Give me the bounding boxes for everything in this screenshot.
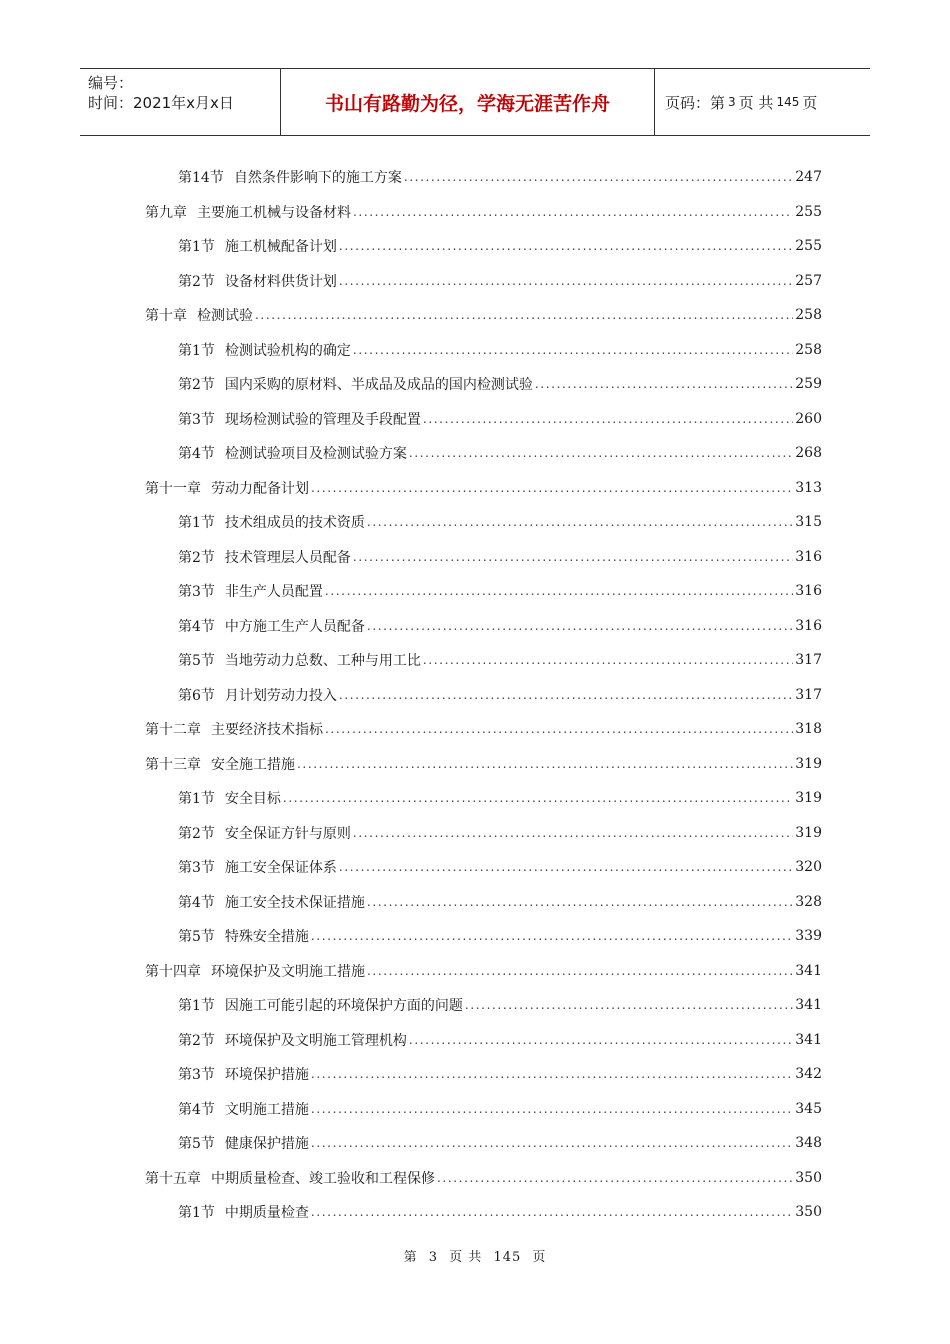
toc-entry-heading	[178, 409, 421, 429]
toc-entry-label: 第1节	[178, 342, 215, 359]
toc-entry-title: 安全施工措施	[211, 756, 295, 773]
document-time-label: 时间：2021年x月x日	[88, 94, 234, 112]
toc-entry-page: 341	[795, 997, 822, 1014]
toc-entry-page: 342	[795, 1066, 822, 1083]
toc-entry-label: 第十五章	[145, 1170, 201, 1187]
toc-entry-label: 第4节	[178, 446, 215, 463]
toc-entry-label: 第九章	[145, 204, 187, 221]
toc-section-entry[interactable]	[145, 781, 822, 816]
toc-entry-title: 现场检测试验的管理及手段配置	[224, 411, 421, 428]
toc-entry-page: 319	[795, 755, 822, 772]
toc-entry-label: 第2节	[178, 273, 215, 290]
toc-entry-heading	[178, 1133, 309, 1153]
toc-entry-title: 检测试验机构的确定	[224, 342, 351, 359]
toc-dot-leader	[311, 481, 793, 495]
toc-entry-heading	[178, 823, 351, 843]
toc-entry-heading	[178, 236, 337, 256]
toc-dot-leader	[367, 515, 793, 529]
toc-section-entry[interactable]	[145, 264, 822, 299]
toc-section-entry[interactable]	[145, 402, 822, 437]
toc-dot-leader	[353, 343, 793, 357]
toc-entry-heading	[178, 857, 337, 877]
toc-entry-page: 257	[795, 272, 822, 289]
toc-entry-page: 320	[795, 859, 822, 876]
toc-entry-page: 313	[795, 479, 822, 496]
toc-entry-page: 318	[795, 721, 822, 738]
toc-entry-page: 268	[795, 445, 822, 462]
toc-entry-label: 第1节	[178, 998, 215, 1015]
toc-entry-title: 劳动力配备计划	[211, 480, 309, 497]
toc-dot-leader	[311, 1205, 793, 1219]
footer-current-page: 3	[428, 1250, 439, 1265]
toc-entry-heading	[145, 1168, 435, 1188]
footer-suffix: 页	[532, 1250, 547, 1265]
toc-entry-title: 设备材料供货计划	[224, 273, 337, 290]
header-page-total: 145	[776, 95, 800, 109]
toc-section-entry[interactable]	[145, 816, 822, 851]
toc-entry-heading	[145, 202, 351, 222]
toc-entry-title: 因施工可能引起的环境保护方面的问题	[224, 998, 463, 1015]
toc-chapter-entry[interactable]	[145, 298, 822, 333]
toc-entry-heading	[178, 616, 365, 636]
toc-section-entry[interactable]	[145, 1126, 822, 1161]
toc-dot-leader	[423, 653, 793, 667]
toc-entry-heading	[178, 167, 402, 187]
toc-dot-leader	[465, 998, 793, 1012]
toc-entry-page: 350	[795, 1169, 822, 1186]
toc-entry-label: 第1节	[178, 515, 215, 532]
toc-chapter-entry[interactable]	[145, 1161, 822, 1196]
toc-dot-leader	[339, 688, 793, 702]
toc-entry-label: 第2节	[178, 1032, 215, 1049]
toc-dot-leader	[297, 757, 793, 771]
toc-section-entry[interactable]	[145, 367, 822, 402]
toc-entry-label: 第4节	[178, 618, 215, 635]
toc-entry-page: 259	[795, 376, 822, 393]
toc-entry-page: 319	[795, 790, 822, 807]
toc-dot-leader	[353, 205, 793, 219]
toc-chapter-entry[interactable]	[145, 712, 822, 747]
header-page-indicator	[655, 69, 870, 135]
toc-entry-title: 检测试验项目及检测试验方案	[224, 446, 407, 463]
header-meta	[80, 69, 281, 135]
toc-chapter-entry[interactable]	[145, 195, 822, 230]
toc-dot-leader	[353, 550, 793, 564]
toc-entry-title: 技术组成员的技术资质	[224, 515, 365, 532]
document-number-label: 编号：	[88, 74, 134, 92]
toc-entry-label: 第3节	[178, 1067, 215, 1084]
toc-entry-heading	[178, 995, 463, 1015]
toc-section-entry[interactable]	[145, 574, 822, 609]
toc-dot-leader	[325, 584, 793, 598]
toc-entry-title: 特殊安全措施	[224, 929, 309, 946]
toc-dot-leader	[367, 964, 793, 978]
header-page-prefix: 页码：第	[665, 93, 726, 112]
toc-section-entry[interactable]	[145, 643, 822, 678]
toc-entry-heading	[178, 547, 351, 567]
toc-entry-title: 文明施工措施	[224, 1101, 309, 1118]
toc-section-entry[interactable]	[145, 988, 822, 1023]
toc-entry-page: 316	[795, 583, 822, 600]
header-page-mid: 页 共	[738, 93, 774, 112]
toc-section-entry[interactable]	[145, 505, 822, 540]
toc-entry-heading	[178, 1064, 309, 1084]
toc-dot-leader	[353, 826, 793, 840]
toc-dot-leader	[367, 895, 793, 909]
page-header	[80, 68, 870, 136]
toc-entry-title: 施工安全保证体系	[224, 860, 337, 877]
toc-entry-heading	[178, 271, 337, 291]
toc-entry-heading	[178, 788, 281, 808]
toc-dot-leader	[339, 274, 793, 288]
toc-dot-leader	[255, 308, 793, 322]
toc-entry-title: 健康保护措施	[224, 1136, 309, 1153]
toc-entry-title: 环境保护措施	[224, 1067, 309, 1084]
toc-entry-heading	[178, 892, 365, 912]
toc-section-entry[interactable]	[145, 436, 822, 471]
toc-entry-page: 348	[795, 1135, 822, 1152]
toc-section-entry[interactable]	[145, 885, 822, 920]
toc-entry-label: 第十三章	[145, 756, 201, 773]
toc-entry-label: 第十一章	[145, 480, 201, 497]
toc-entry-page: 317	[795, 686, 822, 703]
toc-entry-page: 315	[795, 514, 822, 531]
toc-entry-label: 第4节	[178, 1101, 215, 1118]
toc-entry-label: 第十二章	[145, 722, 201, 739]
toc-entry-label: 第6节	[178, 687, 215, 704]
toc-dot-leader	[535, 377, 793, 391]
toc-entry-page: 341	[795, 1031, 822, 1048]
toc-entry-label: 第1节	[178, 239, 215, 256]
toc-dot-leader	[404, 170, 793, 184]
toc-entry-label: 第2节	[178, 825, 215, 842]
toc-dot-leader	[311, 929, 793, 943]
toc-entry-title: 非生产人员配置	[224, 584, 323, 601]
toc-entry-title: 环境保护及文明施工措施	[211, 963, 365, 980]
toc-entry-label: 第3节	[178, 411, 215, 428]
toc-section-entry[interactable]	[145, 1023, 822, 1058]
toc-entry-title: 国内采购的原材料、半成品及成品的国内检测试验	[224, 377, 533, 394]
toc-entry-heading	[178, 926, 309, 946]
toc-entry-title: 检测试验	[197, 308, 253, 325]
header-motto: 书山有路勤为径，学海无涯苦作舟	[281, 69, 655, 135]
toc-section-entry[interactable]	[145, 1057, 822, 1092]
toc-entry-title: 中方施工生产人员配备	[224, 618, 365, 635]
toc-dot-leader	[311, 1067, 793, 1081]
toc-entry-page: 341	[795, 962, 822, 979]
toc-entry-title: 技术管理层人员配备	[224, 549, 351, 566]
toc-dot-leader	[367, 619, 793, 633]
toc-dot-leader	[339, 239, 793, 253]
toc-entry-heading	[145, 961, 365, 981]
toc-entry-page: 345	[795, 1100, 822, 1117]
toc-section-entry[interactable]	[145, 919, 822, 954]
toc-entry-title: 中期质量检查、竣工验收和工程保修	[211, 1170, 435, 1187]
toc-chapter-entry[interactable]	[145, 747, 822, 782]
toc-entry-title: 自然条件影响下的施工方案	[233, 170, 402, 187]
toc-section-entry[interactable]	[145, 678, 822, 713]
toc-dot-leader	[325, 722, 793, 736]
toc-dot-leader	[437, 1171, 793, 1185]
toc-section-entry[interactable]	[145, 229, 822, 264]
toc-entry-heading	[178, 443, 407, 463]
toc-entry-page: 258	[795, 341, 822, 358]
toc-entry-page: 339	[795, 928, 822, 945]
toc-section-entry[interactable]	[145, 160, 822, 195]
toc-entry-heading	[145, 478, 309, 498]
toc-entry-title: 月计划劳动力投入	[224, 687, 337, 704]
toc-entry-page: 260	[795, 410, 822, 427]
toc-section-entry[interactable]	[145, 540, 822, 575]
toc-dot-leader	[283, 791, 793, 805]
footer-mid: 页 共	[449, 1250, 483, 1265]
toc-entry-page: 255	[795, 203, 822, 220]
toc-dot-leader	[409, 446, 793, 460]
toc-entry-page: 255	[795, 238, 822, 255]
toc-entry-title: 中期质量检查	[224, 1205, 309, 1222]
toc-entry-page: 316	[795, 617, 822, 634]
toc-entry-label: 第5节	[178, 653, 215, 670]
toc-entry-title: 安全保证方针与原则	[224, 825, 351, 842]
toc-entry-label: 第十章	[145, 308, 187, 325]
toc-entry-label: 第1节	[178, 791, 215, 808]
toc-entry-page: 319	[795, 824, 822, 841]
toc-entry-heading	[145, 305, 253, 325]
header-page-current: 3	[728, 95, 736, 109]
toc-dot-leader	[339, 860, 793, 874]
toc-entry-title: 安全目标	[224, 791, 281, 808]
page-footer	[0, 1246, 950, 1265]
toc-entry-label: 第14节	[178, 170, 224, 187]
toc-entry-title: 主要施工机械与设备材料	[197, 204, 351, 221]
toc-entry-title: 主要经济技术指标	[211, 722, 323, 739]
toc-entry-heading	[178, 374, 533, 394]
toc-entry-heading	[178, 685, 337, 705]
toc-entry-heading	[178, 340, 351, 360]
toc-section-entry[interactable]	[145, 850, 822, 885]
toc-entry-label: 第3节	[178, 584, 215, 601]
toc-entry-heading	[178, 650, 421, 670]
toc-entry-heading	[178, 581, 323, 601]
footer-total-pages: 145	[493, 1250, 522, 1265]
toc-entry-page: 316	[795, 548, 822, 565]
toc-section-entry[interactable]	[145, 1092, 822, 1127]
toc-entry-page: 247	[795, 169, 822, 186]
toc-entry-page: 328	[795, 893, 822, 910]
toc-entry-page: 350	[795, 1204, 822, 1221]
toc-entry-page: 258	[795, 307, 822, 324]
toc-entry-title: 当地劳动力总数、工种与用工比	[224, 653, 421, 670]
toc-dot-leader	[409, 1033, 793, 1047]
toc-chapter-entry[interactable]	[145, 471, 822, 506]
toc-entry-heading	[178, 1099, 309, 1119]
toc-entry-label: 第2节	[178, 549, 215, 566]
toc-entry-label: 第2节	[178, 377, 215, 394]
table-of-contents	[145, 160, 822, 1230]
toc-entry-label: 第3节	[178, 860, 215, 877]
toc-section-entry[interactable]	[145, 1195, 822, 1230]
toc-entry-label: 第4节	[178, 894, 215, 911]
toc-dot-leader	[311, 1102, 793, 1116]
toc-entry-heading	[178, 512, 365, 532]
toc-entry-label: 第1节	[178, 1205, 215, 1222]
toc-entry-heading	[145, 754, 295, 774]
toc-section-entry[interactable]	[145, 609, 822, 644]
toc-entry-label: 第5节	[178, 929, 215, 946]
toc-dot-leader	[423, 412, 793, 426]
header-page-suffix: 页	[802, 93, 818, 112]
toc-entry-heading	[178, 1202, 309, 1222]
toc-section-entry[interactable]	[145, 333, 822, 368]
toc-entry-title: 施工机械配备计划	[224, 239, 337, 256]
toc-entry-heading	[178, 1030, 407, 1050]
toc-entry-title: 施工安全技术保证措施	[224, 894, 365, 911]
toc-dot-leader	[311, 1136, 793, 1150]
toc-chapter-entry[interactable]	[145, 954, 822, 989]
toc-entry-label: 第十四章	[145, 963, 201, 980]
toc-entry-label: 第5节	[178, 1136, 215, 1153]
toc-entry-title: 环境保护及文明施工管理机构	[224, 1032, 407, 1049]
toc-entry-page: 317	[795, 652, 822, 669]
toc-entry-heading	[145, 719, 323, 739]
footer-prefix: 第	[403, 1250, 418, 1265]
